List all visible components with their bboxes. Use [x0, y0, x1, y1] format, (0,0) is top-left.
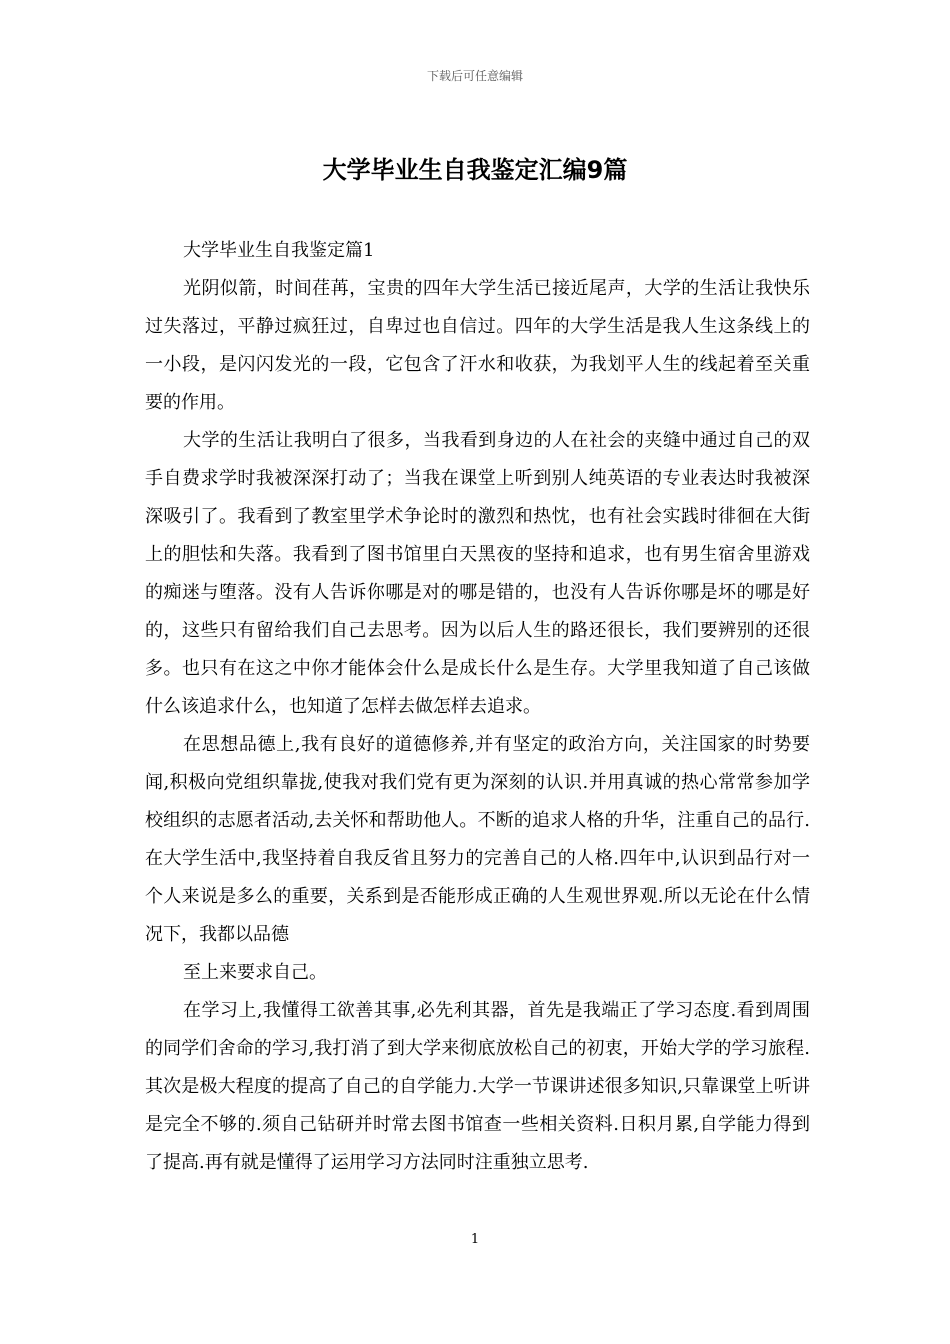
document-body [145, 232, 810, 1182]
paragraph: 光阴似箭，时间荏苒，宝贵的四年大学生活已接近尾声，大学的生活让我快乐过失落过，平静过疯狂过，自卑过也自信过。四年的大学生活是我人生这条线上的一小段，是闪闪发光的一段，它包含了汗水和收获，为我划平人生的线起着至关重要的作用。 [145, 278, 810, 413]
header-note: 下载后可任意编辑 [426, 69, 523, 83]
section-heading: 大学毕业生自我鉴定篇1 [183, 240, 375, 261]
paragraph: 大学的生活让我明白了很多，当我看到身边的人在社会的夹缝中通过自己的双手自费求学时我被深深打动了；当我在课堂上听到别人纯英语的专业表达时我被深深吸引了。我看到了教室里学术争论时的激烈和热忱，也有社会实践时徘徊在大街上的胆怯和失落。我看到了图书馆里白天黑夜的坚持和追求，也有男生宿舍里游戏的痴迷与堕落。没有人告诉你哪是对的哪是错的，也没有人告诉你哪是坏的哪是好的，这些只有留给我们自己去思考。因为以后人生的路还很长，我们要辨别的还很多。也只有在这之中你才能体会什么是成长什么是生存。大学里我知道了自己该做什么该追求什么，也知道了怎样去做怎样去追求。 [145, 430, 810, 717]
document-title: 大学毕业生自我鉴定汇编9篇 [322, 156, 628, 184]
paragraph: 在学习上,我懂得工欲善其事,必先利其器，首先是我端正了学习态度.看到周围的同学们舍命的学习,我打消了到大学来彻底放松自己的初衷，开始大学的学习旅程.其次是极大程度的提高了自己的自学能力.大学一节课讲述很多知识,只靠课堂上听讲是完全不够的.须自己钻研并时常去图书馆查一些相关资料.日积月累,自学能力得到了提高.再有就是懂得了运用学习方法同时注重独立思考. [145, 1000, 810, 1173]
paragraph: 在思想品德上,我有良好的道德修养,并有坚定的政治方向，关注国家的时势要闻,积极向党组织靠拢,使我对我们党有更为深刻的认识.并用真诚的热心常常参加学校组织的志愿者活动,去关怀和帮助他人。不断的追求人格的升华，注重自己的品行.在大学生活中,我坚持着自我反省且努力的完善自己的人格.四年中,认识到品行对一个人来说是多么的重要，关系到是否能形成正确的人生观世界观.所以无论在什么情况下，我都以品德 [145, 734, 810, 945]
paragraph: 至上来要求自己。 [183, 962, 327, 983]
page-number: 1 [470, 1232, 480, 1247]
